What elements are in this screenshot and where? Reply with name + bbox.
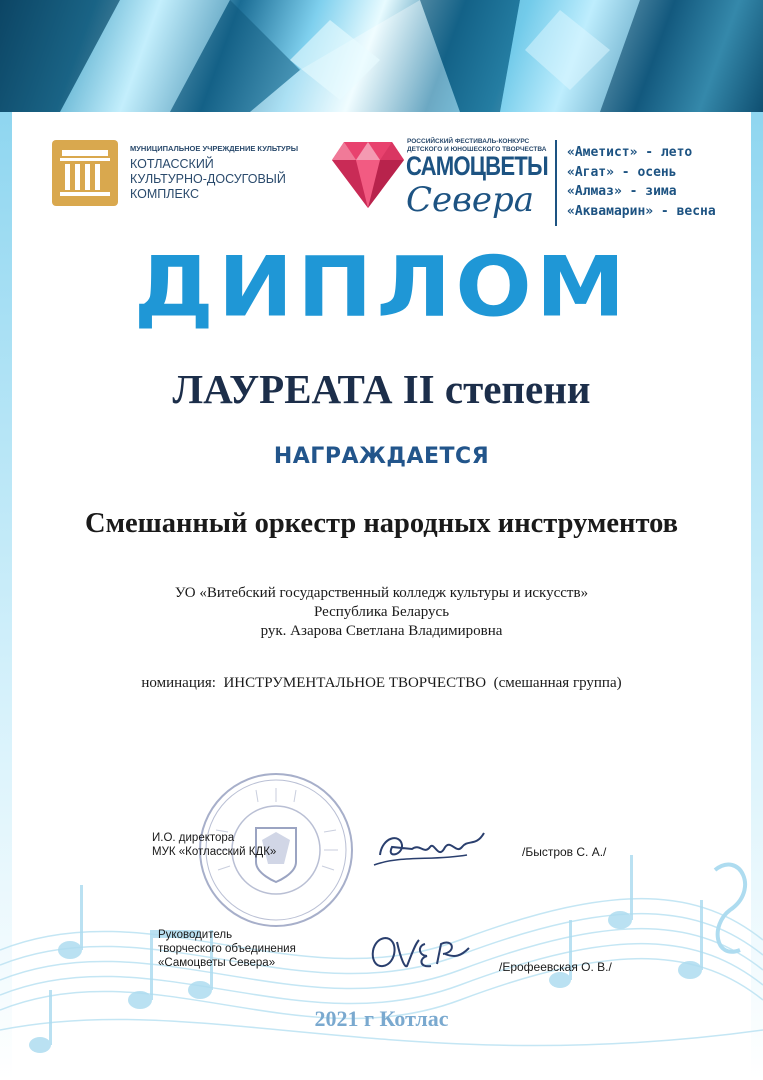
diploma-title: ДИПЛОМ bbox=[133, 239, 630, 336]
festival-title: САМОЦВЕТЫ bbox=[406, 151, 548, 181]
director-title: И.О. директора МУК «Котласский КДК» bbox=[152, 832, 277, 858]
org-type: МУНИЦИПАЛЬНОЕ УЧРЕЖДЕНИЕ КУЛЬТУРЫ bbox=[130, 144, 299, 153]
festival-subtitle: РОССИЙСКИЙ ФЕСТИВАЛЬ-КОНКУРС ДЕТСКОГО И ЮНОШЕСКОГО ТВОРЧЕСТВА bbox=[407, 138, 547, 153]
institution: УО «Витебский государственный колледж культуры и искусств» bbox=[174, 585, 589, 601]
season-item: «Аквамарин» - весна bbox=[567, 203, 716, 219]
season-item: «Аметист» - лето bbox=[567, 145, 693, 160]
kdk-logo bbox=[52, 140, 302, 210]
director-name: /Быстров С. А./ bbox=[522, 845, 607, 859]
header-divider bbox=[555, 140, 557, 226]
gem-icon bbox=[332, 140, 404, 210]
theatre-columns-icon bbox=[52, 140, 118, 206]
crystal-banner bbox=[0, 0, 763, 112]
degree-title: ЛАУРЕАТА II степени bbox=[172, 366, 591, 412]
org-name: КОТЛАССКИЙ КУЛЬТУРНО-ДОСУГОВЫЙ КОМПЛЕКС bbox=[130, 157, 286, 201]
recipient-name: Смешанный оркестр народных инструментов bbox=[84, 508, 679, 539]
festival-script-title: Севера bbox=[406, 180, 535, 220]
festival-seasons bbox=[567, 143, 716, 221]
awarded-heading: НАГРАЖДАЕТСЯ bbox=[273, 444, 490, 469]
leader: рук. Азарова Светлана Владимировна bbox=[260, 623, 503, 639]
festival-logo bbox=[332, 136, 548, 226]
head-name: /Ерофеевская О. В./ bbox=[499, 960, 612, 974]
head-title: Руководитель творческого объединения «Самоцветы Севера» bbox=[158, 929, 296, 969]
season-item: «Алмаз» - зима bbox=[567, 184, 677, 199]
director-signature bbox=[372, 825, 492, 870]
place-year: 2021 г Котлас bbox=[314, 1006, 449, 1031]
nomination: номинация: ИНСТРУМЕНТАЛЬНОЕ ТВОРЧЕСТВО (смешанная группа) bbox=[141, 675, 622, 691]
head-signature bbox=[365, 930, 475, 978]
country: Республика Беларусь bbox=[313, 604, 450, 620]
recipient-details bbox=[0, 584, 763, 641]
season-item: «Агат» - осень bbox=[567, 164, 677, 180]
